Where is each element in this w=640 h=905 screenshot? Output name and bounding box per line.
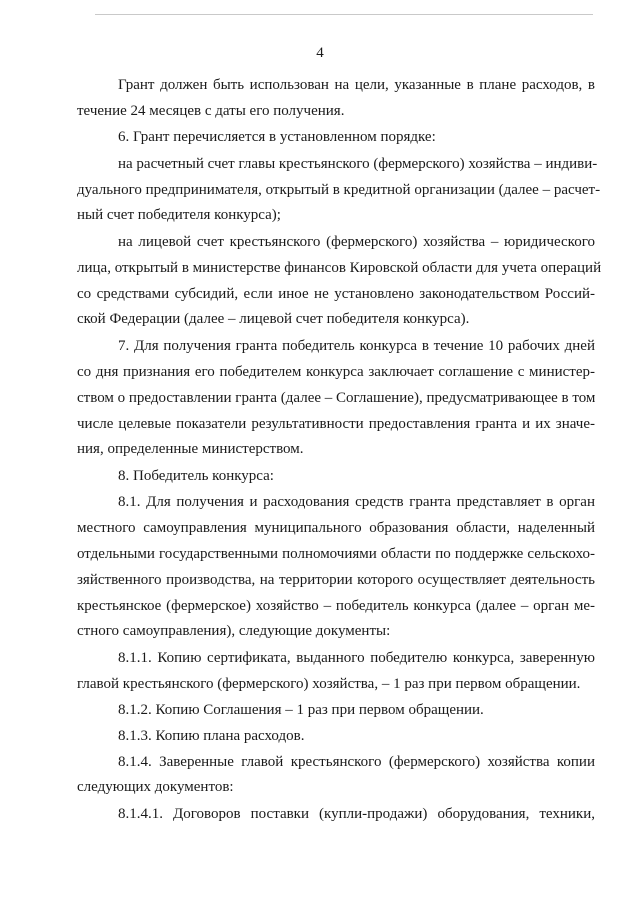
text-line: на расчетный счет главы крестьянского (фермерского) хозяйства – индиви-	[118, 156, 598, 172]
text-line: 8.1.4.1. Договоров поставки (купли-продажи) оборудования, техники,	[118, 806, 595, 822]
text-line: 8.1.1. Копию сертификата, выданного победителю конкурса, заверенную	[118, 650, 595, 666]
text-line: на лицевой счет крестьянского (фермерского) хозяйства – юридического	[118, 234, 595, 250]
text-line: Грант должен быть использован на цели, указанные в плане расходов, в	[118, 77, 595, 93]
text-line: местного самоуправления муниципального образования области, наделенный	[77, 520, 595, 536]
text-line: отдельными государственными полномочиями области по поддержке сельскохо-	[77, 546, 595, 562]
text-line: главой крестьянского (фермерского) хозяйства, – 1 раз при первом обращении.	[77, 676, 581, 692]
page-number: 4	[316, 45, 324, 61]
text-line: ный счет победителя конкурса);	[77, 207, 281, 223]
text-line: зяйственного производства, на территории которого осуществляет деятельность	[77, 572, 595, 588]
text-line: стного самоуправления), следующие документы:	[77, 623, 391, 639]
text-line: 8.1. Для получения и расходования средств гранта представляет в орган	[118, 494, 595, 510]
text-line: числе целевые показатели результативности предоставления гранта и их значе-	[77, 416, 595, 432]
text-line: крестьянское (фермерское) хозяйство – победитель конкурса (далее – орган ме-	[77, 598, 595, 614]
text-line: 6. Грант перечисляется в установленном порядке:	[118, 129, 436, 145]
scan-edge-line	[95, 14, 593, 15]
text-line: 8. Победитель конкурса:	[118, 468, 274, 484]
text-line: ством о предоставлении гранта (далее – Соглашение), предусматривающее в том	[77, 390, 596, 406]
text-line: течение 24 месяцев с даты его получения.	[77, 103, 345, 119]
text-line: со средствами субсидий, если иное не установлено законодательством Россий-	[77, 286, 595, 302]
text-line: дуального предпринимателя, открытый в кредитной организации (далее – расчет-	[77, 182, 601, 198]
text-line: ния, определенные министерством.	[77, 441, 304, 457]
text-line: ской Федерации (далее – лицевой счет победителя конкурса).	[77, 311, 470, 327]
text-line: 8.1.3. Копию плана расходов.	[118, 728, 305, 744]
text-line: 7. Для получения гранта победитель конкурса в течение 10 рабочих дней	[118, 338, 595, 354]
text-line: следующих документов:	[77, 779, 234, 795]
text-line: со дня признания его победителем конкурса заключает соглашение с министер-	[77, 364, 595, 380]
text-line: 8.1.4. Заверенные главой крестьянского (фермерского) хозяйства копии	[118, 754, 595, 770]
text-line: лица, открытый в министерстве финансов Кировской области для учета операций	[77, 260, 602, 276]
text-line: 8.1.2. Копию Соглашения – 1 раз при первом обращении.	[118, 702, 484, 718]
